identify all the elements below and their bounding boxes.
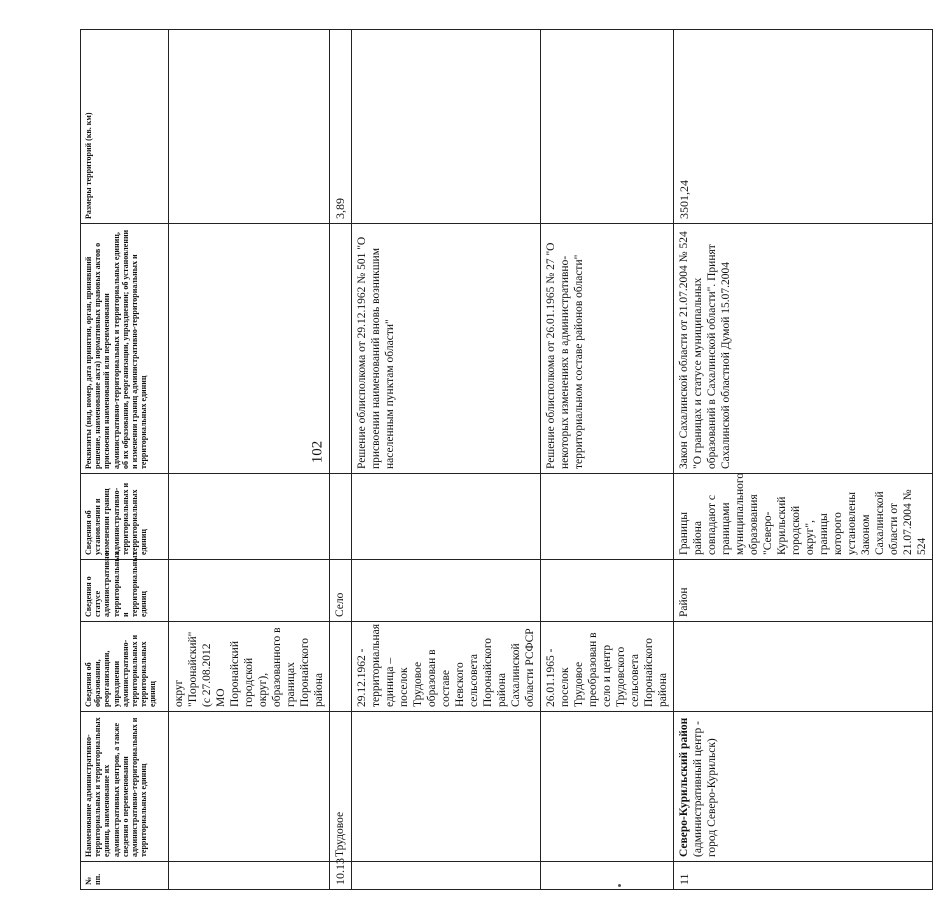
page-number: 102 xyxy=(309,440,326,464)
cell-name xyxy=(351,712,540,862)
header-num: № пп. xyxy=(81,862,169,890)
cell-status xyxy=(351,560,540,622)
cell-size xyxy=(541,30,674,224)
district-name: Северо-Курильский район xyxy=(678,717,691,857)
cell-acts: Решение облисполкома от 29.12.1962 № 501 "О присвоении наименований вновь возникшим населенным пунктам области" xyxy=(351,224,540,474)
registry-table xyxy=(80,29,933,890)
cell-name: Трудовое xyxy=(330,712,352,862)
header-size: Размеры территорий (кв. км) xyxy=(81,30,169,224)
cell-status xyxy=(541,560,674,622)
table-row xyxy=(330,30,352,890)
cell-name xyxy=(541,712,674,862)
cell-num xyxy=(169,862,330,890)
cell-acts: Закон Сахалинской области от 21.07.2004 № 524 "О границах и статусе муниципальных образований в Сахалинской области". Принят Сахалинской областной Думой 15.07.2004 xyxy=(674,224,933,474)
district-admin-center: (административный центр - город Северо-Курильск) xyxy=(692,721,719,857)
cell-formation xyxy=(674,622,933,712)
header-row xyxy=(81,30,169,890)
cell-status: Село xyxy=(330,560,352,622)
rotated-table-wrapper xyxy=(80,30,929,890)
scan-speck xyxy=(618,884,621,887)
cell-formation: округ "Поронайский" (с 27.08.2012 МО Поронайский городской округ), образованного в границах Поронайского района xyxy=(169,622,330,712)
cell-acts xyxy=(169,224,330,474)
cell-name xyxy=(674,712,933,862)
cell-num xyxy=(541,862,674,890)
header-borders: Сведения об установлении и изменении границ административно-территориальных и территориальных единиц xyxy=(81,474,169,560)
cell-num: 10.13 xyxy=(330,862,352,890)
cell-formation: 29.12.1962 - территориальная единица – поселок Трудовое образован в составе Невского сельсовета Поронайского района Сахалинской области РСФСР xyxy=(351,622,540,712)
cell-size: 3,89 xyxy=(330,30,352,224)
cell-size xyxy=(351,30,540,224)
cell-status xyxy=(169,560,330,622)
cell-size: 3501,24 xyxy=(674,30,933,224)
cell-borders xyxy=(541,474,674,560)
header-acts: Реквизиты (вид, номер, дата принятия, орган, принявший решение, наименование акта) нормативных правовых актов о присвоении наименований или переименовании административно-территориальных и территориальных единиц, об их образовании, реорганизации, упразднении; об установлении и изменении границ административно-территориальных и территориальных единиц xyxy=(81,224,169,474)
table-row xyxy=(169,30,330,890)
table-row xyxy=(674,30,933,890)
header-name: Наименование административно-территориальных и территориальных единиц, наименование их административных центров, а также сведения о переименовании административно-территориальных и территориальных единиц xyxy=(81,712,169,862)
cell-acts xyxy=(330,224,352,474)
table-row xyxy=(351,30,540,890)
cell-borders xyxy=(330,474,352,560)
header-status: Сведения о статусе административно-территориальных и территориальных единиц xyxy=(81,560,169,622)
header-formation: Сведения об образовании, реорганизации, упразднении административно-территориальных и территориальных единиц xyxy=(81,622,169,712)
cell-num: 11 xyxy=(674,862,933,890)
cell-borders xyxy=(169,474,330,560)
cell-formation: 26.01.1965 - поселок Трудовое преобразован в село и центр Трудовского сельсовета Поронайского района xyxy=(541,622,674,712)
cell-status: Район xyxy=(674,560,933,622)
table-row xyxy=(541,30,674,890)
cell-borders: Границы района совпадают с границами муниципального образования "Северо-Курильский городской округ", границы которого установлены Законом Сахалинской области от 21.07.2004 № 524 xyxy=(674,474,933,560)
cell-num xyxy=(351,862,540,890)
cell-acts: Решение облисполкома от 26.01.1965 № 27 "О некоторых изменениях в административно-территориальном составе районов области" xyxy=(541,224,674,474)
cell-size xyxy=(169,30,330,224)
cell-formation xyxy=(330,622,352,712)
document-table-area xyxy=(80,30,929,890)
cell-name xyxy=(169,712,330,862)
cell-borders xyxy=(351,474,540,560)
